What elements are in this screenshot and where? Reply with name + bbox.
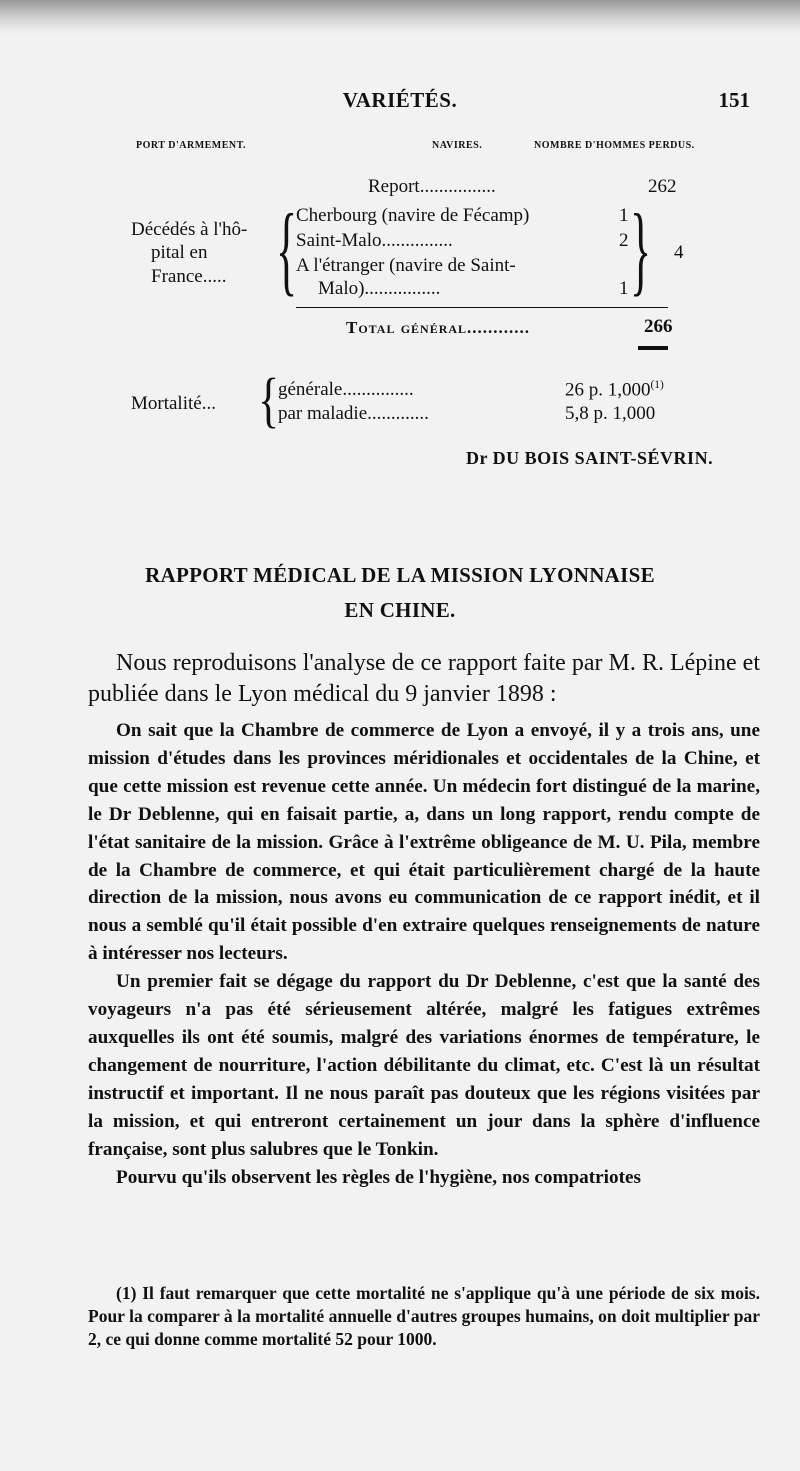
group-label-line2-text: pital en [151,242,208,263]
page-header [0,88,800,122]
row-etranger-line1: A l'étranger (navire de Saint- [296,255,516,276]
left-brace: { [276,193,298,306]
report-label: Report................ [368,176,496,197]
mortality-label: Mortalité... [131,393,216,414]
article-lead [88,648,760,710]
mortality-general: générale............... [278,379,414,400]
mortality-general-value-text: 26 p. 1,000 [565,379,651,401]
body-paragraph-3: Pourvu qu'ils observent les règles de l'hygiène, nos compatriotes [116,1166,641,1188]
group-label-line3: France..... [151,266,227,287]
mortality-brace: { [258,365,280,435]
group-total-value: 4 [674,242,684,263]
mortality-maladie-value: 5,8 p. 1,000 [565,403,656,424]
page-number: 151 [718,88,750,112]
footnote [88,1282,760,1351]
running-title: VARIÉTÉS. [342,88,458,112]
group-label-line1: Décédés à l'hô- [131,219,248,240]
article-body [88,717,760,1191]
total-general-label: Total général............ [346,318,531,337]
right-brace: } [630,193,652,306]
mortality-maladie: par maladie............. [278,403,429,424]
body-paragraph-1: On sait que la Chambre de commerce de Lyon a envoyé, il y a trois ans, une mission d'études dans les provinces méridionales et occidentales de la Chine, et que cette mission est revenue cette année. Un médecin fort distingué de la marine, le Dr Deblenne, qui en faisait partie, a, dans un long rapport, rendu compte de l'état sanitaire de la mission. Grâce à l'extrême obligeance de M. U. Pila, membre de la Chambre de commerce, et qui était particulièrement chargé de la haute direction de la mission, nous avons eu communication de ce rapport inédit, et il nous a semblé qu'il était possible d'en extraire quelques renseignements de nature à intéresser nos lecteurs. [88,720,760,965]
article-title-line1: RAPPORT MÉDICAL DE LA MISSION LYONNAISE [145,563,655,587]
group-label-line2 [151,242,279,264]
column-header-navires: NAVIRES. [432,140,483,151]
row-saint-malo: Saint-Malo............... [296,230,453,251]
column-header-hommes: NOMBRE D'HOMMES PERDUS. [534,140,695,151]
article-title-line2: EN CHINE. [344,598,456,622]
page-top-shadow [0,0,800,34]
body-paragraph-2: Un premier fait se dégage du rapport du Dr Deblenne, c'est que la santé des voyageurs n'a pas été sérieusement altérée, malgré les fatigues extrêmes auxquelles ils ont été soumis, malgré des variations énormes de température, le changement de nourriture, l'action débilitante du climat, etc. C'est là un résultat instructif et important. Il ne nous paraît pas douteux que les régions visitées par la mission, et qui entreront certainement un jour dans la sphère d'influence française, sont plus salubres que le Tonkin. [88,971,760,1160]
total-general-value: 266 [644,316,673,337]
row-cherbourg: Cherbourg (navire de Fécamp) [296,205,530,226]
column-header-port: PORT D'ARMEMENT. [136,140,247,151]
footnote-marker: (1) [650,379,664,391]
row-cherbourg-value: 1 [619,205,629,226]
mortality-general-value [565,379,664,401]
lead-paragraph: Nous reproduisons l'analyse de ce rapport faite par M. R. Lépine et publiée dans le Lyon médical du 9 janvier 1898 : [88,650,760,707]
author-signature: Dr DU BOIS SAINT-SÉVRIN. [466,448,714,468]
row-etranger-line2: Malo)................ [318,278,441,299]
footnote-text: (1) Il faut remarquer que cette mortalité ne s'applique qu'à une période de six mois. Pour la comparer à la mortalité annuelle d'autres groupes humains, on doit multiplier par 2, ce qui donne comme mortalité 52 pour 1000. [88,1283,760,1349]
report-value: 262 [648,176,677,197]
row-etranger-value: 1 [619,278,629,299]
subtotal-rule [296,307,668,308]
row-saint-malo-value: 2 [619,230,629,251]
total-underline [638,346,668,350]
